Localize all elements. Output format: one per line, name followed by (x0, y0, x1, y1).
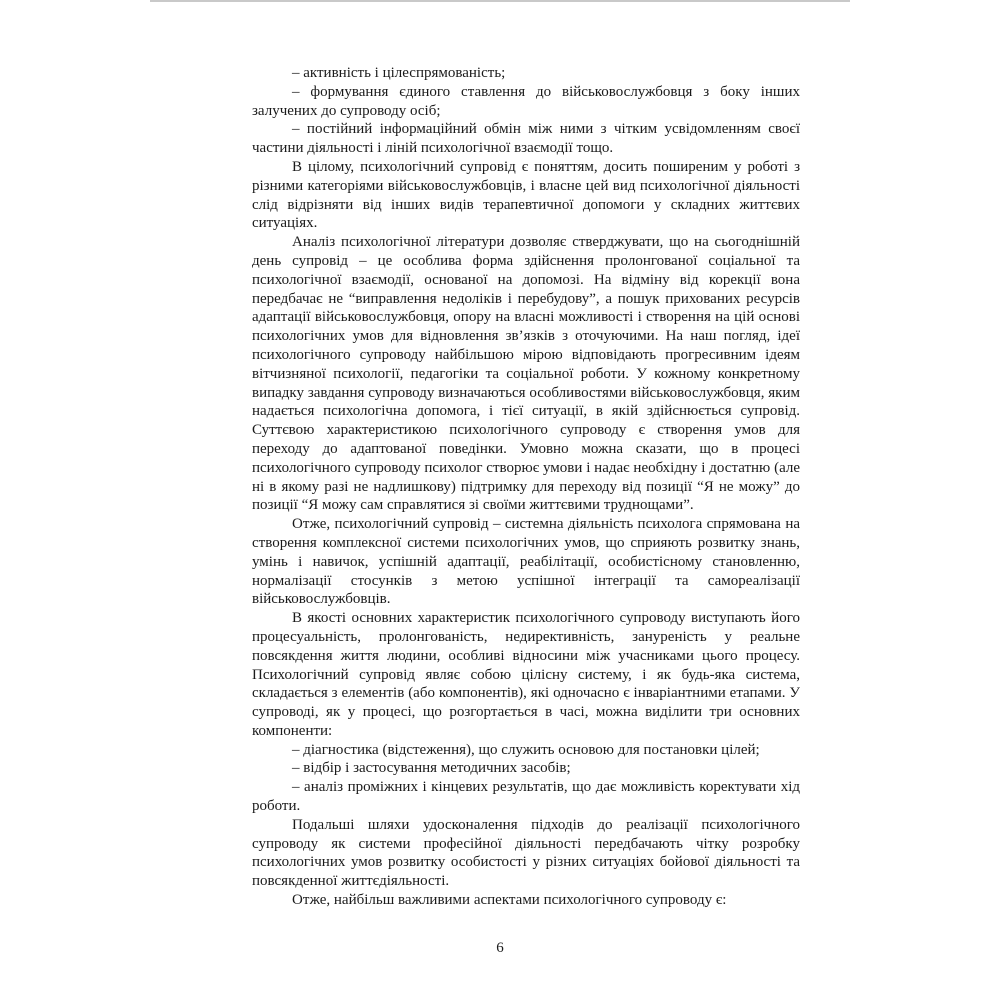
paragraph-support-concept: В цілому, психологічний супровід є поняттям, досить поширеним у роботі з різними категоріями військовослужбовців, і власне цей вид психологічної діяльності слід відрізняти від інших видів терапевтичної допомоги у складних життєвих ситуаціях. (252, 158, 800, 232)
paragraph-further-improvement: Подальші шляхи удосконалення підходів до реалізації психологічного супроводу як системи професійної діяльності передбачають чітку розробку психологічних умов розвитку особистості у різних ситуаціях бойової діяльності та повсякденної життєдіяльності. (252, 816, 800, 890)
paragraph-support-characteristics: В якості основних характеристик психологічного супроводу виступають його процесуальність, пролонгованість, недирективність, зануреність у реальне повсякдення життя людини, особливі відносини між учасниками цього процесу. Психологічний супровід являє собою цілісну систему, і як будь-яка система, складається з елементів (або компонентів), які одночасно є інваріантними етапами. У супроводі, як у процесі, що розгортається в часі, можна виділити три основних компоненти: (252, 610, 800, 739)
document-body (252, 64, 800, 910)
list-item-information-exchange: – постійний інформаційний обмін між ними з чітким усвідомленням своєї частини діяльності і ліній психологічної взаємодії тощо. (252, 121, 800, 157)
paragraph-support-definition: Отже, психологічний супровід – системна діяльність психолога спрямована на створення комплексної системи психологічних умов, що сприяють розвитку знань, умінь і навичок, успішній адаптації, реабілітації, особистісному становленню, нормалізації стосунків з метою успішної інтеграції та самореалізації військовослужбовців. (252, 516, 800, 608)
paragraph-key-aspects: Отже, найбільш важливими аспектами психологічного супроводу є: (292, 892, 727, 909)
list-item-results-analysis: – аналіз проміжних і кінцевих результатів, що дає можливість коректувати хід роботи. (252, 779, 800, 815)
list-item-unified-attitude: – формування єдиного ставлення до військовослужбовця з боку інших залучених до супроводу осіб; (252, 83, 800, 119)
page-number: 6 (496, 940, 504, 956)
list-item-method-selection: – відбір і застосування методичних засобів; (292, 760, 571, 777)
top-border-line (150, 0, 850, 2)
list-item-diagnostics: – діагностика (відстеження), що служить основою для постановки цілей; (292, 741, 760, 758)
list-item-activity: – активність і цілеспрямованість; (292, 65, 506, 81)
paragraph-literature-analysis: Аналіз психологічної літератури дозволяє стверджувати, що на сьогоднішній день супровід – це особлива форма здійснення пролонгованої соціальної та психологічної взаємодії, основаної на допомозі. На відміну від корекції вона передбачає не “виправлення недоліків і перебудову”, а пошук прихованих ресурсів адаптації військовослужбовця, опору на власні можливості і створення на цій основі психологічних умов для відновлення зв’язків з оточуючими. На наш погляд, ідеї психологічного супроводу найбільшою мірою відповідають прогресивним ідеям вітчизняної психології, педагогіки та соціальної роботи. У кожному конкретному випадку завдання супроводу визначаються особливостями військовослужбовця, яким надається психологічна допомога, і тієї ситуації, в якій здійснюється супровід. Суттєвою характеристикою психологічного супроводу є створення умов для переходу до адаптованої поведінки. Умовно можна сказати, що в процесі психологічного супроводу психолог створює умови і надає необхідну і достатню (але ні в якому разі не надлишкову) підтримку для переходу від позиції “Я не можу” до позиції “Я можу сам справлятися зі своїми життєвими труднощами”. (252, 234, 800, 514)
